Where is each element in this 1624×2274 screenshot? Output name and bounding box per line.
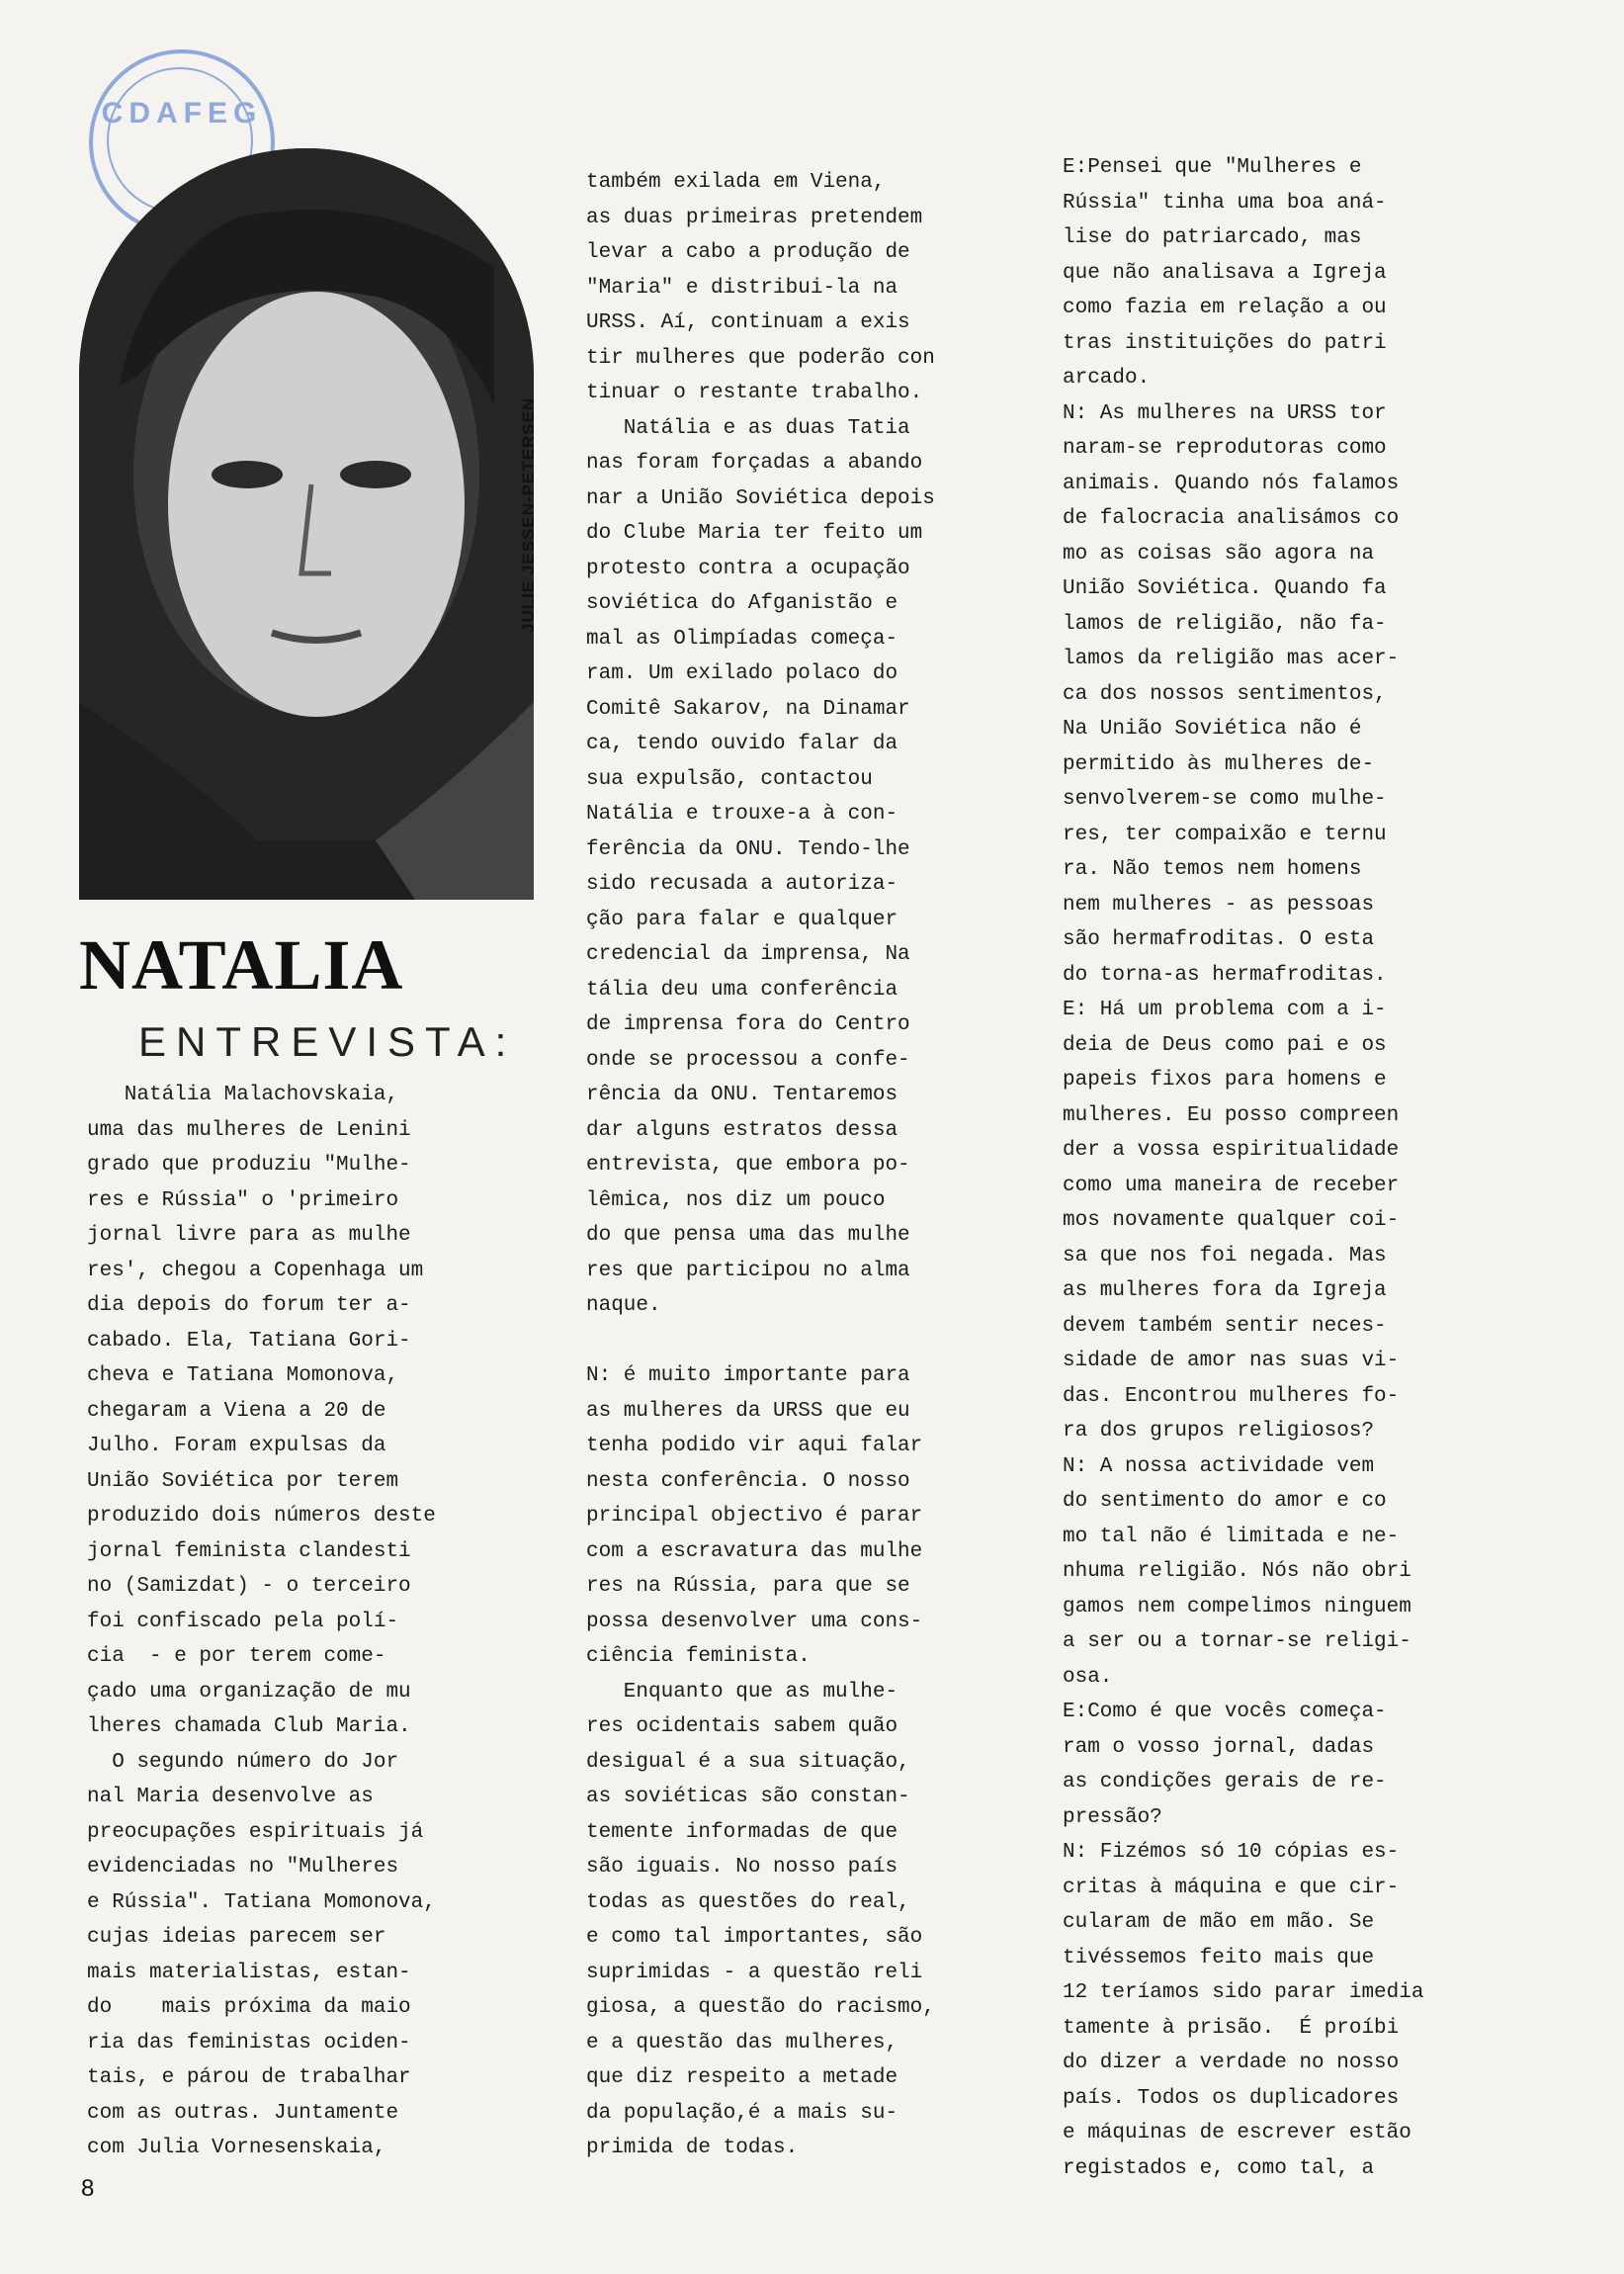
- article-column-1: Natália Malachovskaia, uma das mulheres de Lenini grado que produziu "Mulhe- res e Rússia" o 'primeiro jornal livre para as mulhe res', chegou a Copenhaga um dia depois do forum ter a- cabado. Ela, Tatiana Gori- cheva e Tatiana Momonova, chegaram a Viena a 20 de Julho. Foram expulsas da União Soviética por terem produzido dois números deste jornal feminista clandesti no (Samizdat) - o terceiro foi confiscado pela polí- cia - e por terem come- çado uma organização de mu lheres chamada Club Maria. O segundo número do Jor nal Maria desenvolve as preocupações espirituais já evidenciadas no "Mulheres e Rússia". Tatiana Momonova, cujas ideias parecem ser mais materialistas, estan- do mais próxima da maio ria das feministas ociden- tais, e párou de trabalhar com as outras. Juntamente com Julia Vornesenskaia,: [87, 1084, 436, 2159]
- headline: NATALIA: [79, 925, 404, 1005]
- photo-credit: JULIE JESSEN-PETERSEN: [519, 396, 538, 633]
- portrait-illustration: [79, 148, 534, 900]
- subheading: ENTREVISTA:: [138, 1018, 517, 1065]
- article-column-3: E:Pensei que "Mulheres e Rússia" tinha uma boa aná- lise do patriarcado, mas que não analisava a Igreja como fazia em relação a ou tras instituições do patri arcado. N: As mulheres na URSS tor naram-se reprodutoras como animais. Quando nós falamos de falocracia analisámos co mo as coisas são agora na União Soviética. Quando fa lamos de religião, não fa- lamos da religião mas acer- ca dos nossos sentimentos, Na União Soviética não é permitido às mulheres de- senvolverem-se como mulhe- res, ter compaixão e ternu ra. Não temos nem homens nem mulheres - as pessoas são hermafroditas. O esta do torna-as hermafroditas. E: Há um problema com a i- deia de Deus como pai e os papeis fixos para homens e mulheres. Eu posso compreen der a vossa espiritualidade como uma maneira de receber mos novamente qualquer coi- sa que nos foi negada. Mas as mulheres fora da Igreja devem também sentir neces- sidade de amor nas suas vi- das. Encontrou mulheres fo- ra dos grupos religiosos? N: A nossa actividade vem do sentimento do amor e co mo tal não é limitada e ne- nhuma religião. Nós não obri gamos nem compelimos ninguem a ser ou a tornar-se religi- osa. E:Como é que vocês começa- ram o vosso jornal, dadas as condições gerais de re- pressão? N: Fizémos só 10 cópias es- critas à máquina e que cir- cularam de mão em mão. Se tivéssemos feito mais que 12 teríamos sido parar imedia tamente à prisão. É proíbi do dizer a verdade no nosso país. Todos os duplicadores e máquinas de escrever estão registados e, como tal, a: [1063, 156, 1424, 2180]
- portrait-photo: [79, 148, 534, 900]
- page-number: 8: [81, 2175, 95, 2202]
- stamp-text: CDAFEG: [101, 97, 263, 130]
- article-column-2: também exilada em Viena, as duas primeiras pretendem levar a cabo a produção de "Maria" e distribui-la na URSS. Aí, continuam a exis tir mulheres que poderão con tinuar o restante trabalho. Natália e as duas Tatia nas foram forçadas a abando nar a União Soviética depois do Clube Maria ter feito um protesto contra a ocupação soviética do Afganistão e mal as Olimpíadas começa- ram. Um exilado polaco do Comitê Sakarov, na Dinamar ca, tendo ouvido falar da sua expulsão, contactou Natália e trouxe-a à con- ferência da ONU. Tendo-lhe sido recusada a autoriza- ção para falar e qualquer credencial da imprensa, Na tália deu uma conferência de imprensa fora do Centro onde se processou a confe- rência da ONU. Tentaremos dar alguns estratos dessa entrevista, que embora po- lêmica, nos diz um pouco do que pensa uma das mulhe res que participou no alma naque. N: é muito importante para as mulheres da URSS que eu tenha podido vir aqui falar nesta conferência. O nosso principal objectivo é parar com a escravatura das mulhe res na Rússia, para que se possa desenvolver uma cons- ciência feminista. Enquanto que as mulhe- res ocidentais sabem quão desigual é a sua situação, as soviéticas são constan- temente informadas de que são iguais. No nosso país todas as questões do real, e como tal importantes, são suprimidas - a questão reli giosa, a questão do racismo, e a questão das mulheres, que diz respeito a metade da população,é a mais su- primida de todas.: [586, 171, 935, 2159]
